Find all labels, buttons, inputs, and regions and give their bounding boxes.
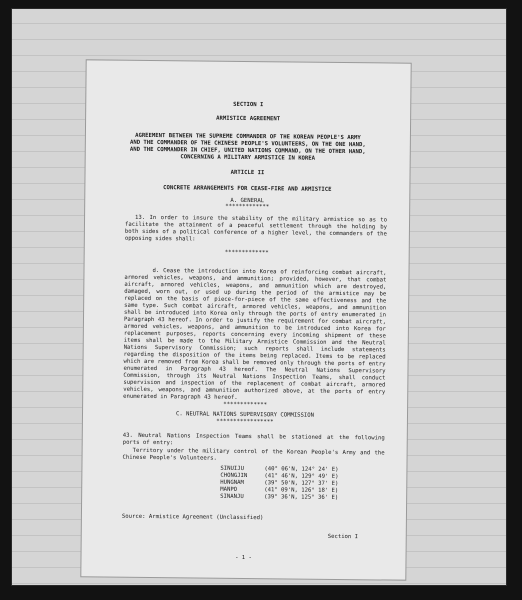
article-title: CONCRETE ARRANGEMENTS FOR CEASE-FIRE AND ARMISTICE bbox=[163, 185, 332, 193]
subsection-a-heading: A. GENERAL bbox=[230, 197, 265, 205]
port-name: HUNGNAM bbox=[220, 479, 244, 486]
source-note: Source: Armistice Agreement (Unclassified) bbox=[121, 513, 264, 522]
article-heading: ARTICLE II bbox=[230, 169, 265, 177]
port-row bbox=[220, 494, 338, 502]
subsection-a-rule: ************* bbox=[225, 203, 270, 211]
preamble-line: AND THE COMMANDER OF THE CHINESE PEOPLE'S VOLUNTEERS, ON THE ONE HAND, bbox=[129, 139, 366, 149]
port-coords: (41° 46'N, 129° 49' E) bbox=[264, 473, 339, 480]
preamble-line: AGREEMENT BETWEEN THE SUPREME COMMANDER OF THE KOREAN PEOPLE'S ARMY bbox=[135, 132, 361, 142]
document-page bbox=[81, 60, 410, 579]
port-coords: (40° 06'N, 124° 24' E) bbox=[264, 466, 339, 473]
paragraph-13: 13. In order to insure the stability of the military armistice so as to facilitate the attainment of a peaceful settlement through the holding by both sides of a political conference of a higher level, the commanders of the opposing sides shall: bbox=[124, 214, 388, 243]
port-name: SINANJU bbox=[220, 493, 244, 500]
subsection-c-heading: C. NEUTRAL NATIONS SUPERVISORY COMMISSION bbox=[175, 411, 315, 419]
separator: ************* bbox=[224, 249, 269, 257]
preamble-line: AND THE COMMANDER IN CHIEF, UNITED NATIONS COMMAND, ON THE OTHER HAND, bbox=[129, 146, 366, 156]
page-number: - 1 - bbox=[235, 554, 252, 562]
preamble-line: CONCERNING A MILITARY ARMISTICE IN KOREA bbox=[180, 154, 316, 162]
port-coords: (39° 36'N, 125° 36' E) bbox=[264, 494, 339, 501]
paragraph-13d: d. Cease the introduction into Korea of reinforcing combat aircraft, armored vehicles, weapons, and ammunition; provided, however, that combat aircraft, armored vehicles, weapons, and ammunition which are destroyed, damaged, worn out, or used up during the period of the armistice may be replaced on the basis of piece-for-piece of the same effectiveness and the same type. Such combat aircraft, armored vehicles, weapons, and ammunition shall be introduced into Korea only through the ports of entry enumerated in Paragraph 43 hereof. In order to justify the requirement for combat aircraft, armored vehicles, weapons, and ammunition to be introduced into Korea for replacement purposes, reports concerning every incoming shipment of these items shall be made to the Military Armistice Commission and the Neutral Nations Supervisory Commission; such reports shall include statements regarding the disposition of the items being replaced. Items to be replaced which are removed from Korea shall be removed only through the ports of entry enumerated in Paragraph 43 hereof. The Neutral Nations Supervisory Commission, through its Neutral Nations Inspection Teams, shall conduct supervision and inspection of the replacement of combat aircraft, armored vehicles, weapons, and ammunition authorized above, at the ports of entry enumerated in Paragraph 43 hereof. bbox=[123, 268, 387, 401]
port-coords: (41° 09'N, 126° 18' E) bbox=[264, 487, 339, 494]
port-name: MANPO bbox=[220, 486, 238, 493]
section-heading: SECTION I bbox=[233, 101, 264, 109]
paragraph-43: 43. Neutral Nations Inspection Teams shall be stationed at the following ports of entry: bbox=[122, 432, 385, 447]
port-name: CHONGJIN bbox=[220, 472, 248, 480]
separator: ************* bbox=[223, 401, 268, 409]
port-name: SINUIJU bbox=[220, 465, 245, 472]
port-coords: (39° 50'N, 127° 37' E) bbox=[264, 480, 339, 487]
footer-section-label: Section I bbox=[327, 533, 359, 541]
territory-text: Territory under the military control of the Korean People's Army and the Chinese People's Volunteers. bbox=[122, 447, 385, 462]
document-title: ARMISTICE AGREEMENT bbox=[216, 115, 281, 123]
subsection-c-rule: ***************** bbox=[216, 418, 274, 426]
